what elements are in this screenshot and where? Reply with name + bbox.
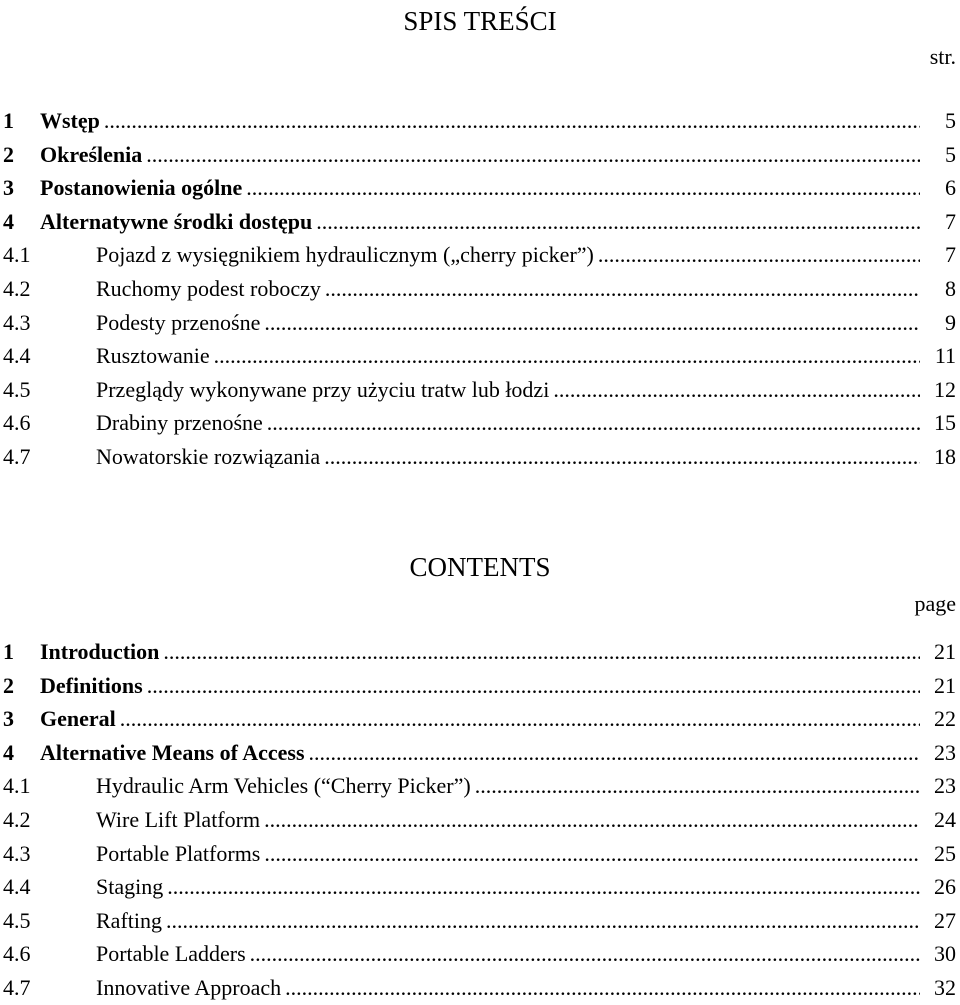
- toc-entry[interactable]: [0, 971, 960, 1005]
- toc-entry-page: 21: [934, 639, 956, 664]
- toc-entry-number: 4: [3, 208, 14, 234]
- dot-leader: [264, 803, 920, 837]
- toc-entry-number: 4.3: [3, 840, 31, 866]
- toc-entry-page: 21: [934, 672, 956, 698]
- toc-entry-number: 4.1: [3, 242, 31, 268]
- toc-entry-title: Pojazd z wysięgnikiem hydraulicznym („cherry picker”): [96, 242, 594, 268]
- toc-entry-line: [96, 803, 920, 837]
- toc-entry-line: [96, 272, 920, 306]
- toc-entry[interactable]: [0, 440, 960, 474]
- toc-entry-page: 23: [934, 739, 956, 765]
- toc-entry-number: 4.6: [3, 941, 31, 967]
- toc-entry[interactable]: [0, 837, 960, 871]
- dot-leader: [285, 971, 920, 1005]
- english-toc-list: [0, 635, 960, 1005]
- toc-entry-page: 6: [945, 175, 956, 201]
- english-page-column-label: page: [914, 591, 956, 616]
- toc-entry[interactable]: [0, 171, 960, 205]
- toc-entry[interactable]: [0, 339, 960, 373]
- toc-entry-title: Definitions: [40, 672, 143, 698]
- toc-entry-page: 32: [934, 974, 956, 1000]
- dot-leader: [166, 904, 920, 938]
- toc-entry[interactable]: [0, 104, 960, 138]
- toc-entry-title: Introduction: [40, 639, 160, 664]
- dot-leader: [316, 205, 920, 239]
- toc-entry-number: 2: [3, 672, 14, 698]
- toc-entry-line: [96, 870, 920, 904]
- toc-entry-number: 4.4: [3, 343, 31, 369]
- toc-entry-title: Nowatorskie rozwiązania: [96, 443, 321, 469]
- toc-entry[interactable]: [0, 373, 960, 407]
- toc-entry-page: 7: [945, 242, 956, 268]
- toc-entry-number: 1: [3, 108, 14, 133]
- toc-entry-number: 4.2: [3, 275, 31, 301]
- toc-entry-title: General: [40, 706, 116, 732]
- toc-entry-page: 24: [934, 806, 956, 832]
- toc-entry-page: 11: [934, 343, 956, 369]
- toc-entry-line: [40, 171, 920, 205]
- dot-leader: [163, 635, 920, 669]
- toc-entry-line: [96, 373, 920, 407]
- toc-entry-title: Wire Lift Platform: [96, 806, 261, 832]
- polish-toc-heading: SPIS TREŚCI: [403, 6, 557, 36]
- toc-entry-line: [40, 669, 920, 703]
- toc-entry[interactable]: [0, 736, 960, 770]
- toc-entry-line: [96, 971, 920, 1005]
- toc-entry-number: 4: [3, 739, 14, 765]
- toc-entry-title: Drabiny przenośne: [96, 410, 263, 436]
- toc-entry-title: Alternative Means of Access: [40, 739, 305, 765]
- toc-entry-line: [40, 104, 920, 138]
- toc-entry-line: [96, 339, 920, 373]
- toc-entry-title: Wstęp: [40, 108, 100, 133]
- toc-entry-line: [96, 937, 920, 971]
- toc-entry-line: [96, 440, 920, 474]
- toc-entry-title: Przeglądy wykonywane przy użyciu tratw lub łodzi: [96, 376, 550, 402]
- toc-entry-number: 4.6: [3, 410, 31, 436]
- toc-entry-line: [40, 702, 920, 736]
- toc-entry-title: Portable Ladders: [96, 941, 246, 967]
- toc-entry-number: 4.4: [3, 874, 31, 900]
- toc-entry-title: Hydraulic Arm Vehicles (“Cherry Picker”): [96, 773, 471, 799]
- toc-entry-title: Staging: [96, 874, 164, 900]
- polish-page-column-label: str.: [929, 44, 956, 69]
- toc-entry-line: [96, 406, 920, 440]
- dot-leader: [309, 736, 920, 770]
- toc-entry-title: Alternatywne środki dostępu: [40, 208, 313, 234]
- toc-entry-page: 8: [945, 275, 956, 301]
- toc-entry-page: 15: [934, 410, 956, 436]
- toc-entry-line: [40, 138, 920, 172]
- toc-entry-line: [40, 205, 920, 239]
- toc-entry-line: [96, 238, 920, 272]
- dot-leader: [146, 138, 920, 172]
- toc-entry[interactable]: [0, 769, 960, 803]
- dot-leader: [264, 306, 920, 340]
- toc-entry-page: 7: [945, 208, 956, 234]
- toc-entry-page: 26: [934, 874, 956, 900]
- toc-entry[interactable]: [0, 803, 960, 837]
- toc-entry-page: 18: [934, 443, 956, 469]
- toc-entry[interactable]: [0, 306, 960, 340]
- dot-leader: [147, 669, 920, 703]
- toc-entry[interactable]: [0, 669, 960, 703]
- toc-entry[interactable]: [0, 870, 960, 904]
- dot-leader: [250, 937, 920, 971]
- dot-leader: [167, 870, 920, 904]
- toc-entry-number: 4.7: [3, 443, 31, 469]
- toc-entry-number: 4.5: [3, 376, 31, 402]
- toc-entry-title: Postanowienia ogólne: [40, 175, 243, 201]
- dot-leader: [325, 272, 920, 306]
- english-toc-heading: CONTENTS: [409, 552, 551, 582]
- dot-leader: [246, 171, 920, 205]
- dot-leader: [120, 702, 920, 736]
- toc-entry-number: 1: [3, 639, 14, 664]
- toc-entry-page: 22: [934, 706, 956, 732]
- toc-entry-title: Określenia: [40, 141, 143, 167]
- toc-entry[interactable]: [0, 238, 960, 272]
- toc-entry-page: 27: [934, 907, 956, 933]
- toc-entry-page: 9: [945, 309, 956, 335]
- toc-entry-title: Innovative Approach: [96, 974, 282, 1000]
- toc-entry-number: 4.3: [3, 309, 31, 335]
- toc-entry-line: [96, 306, 920, 340]
- toc-entry-number: 3: [3, 706, 14, 732]
- toc-entry-number: 4.5: [3, 907, 31, 933]
- toc-entry-number: 2: [3, 141, 14, 167]
- dot-leader: [104, 104, 920, 138]
- toc-entry-line: [40, 736, 920, 770]
- dot-leader: [553, 373, 920, 407]
- toc-entry-title: Ruchomy podest roboczy: [96, 275, 321, 301]
- dot-leader: [267, 406, 920, 440]
- toc-entry-number: 4.1: [3, 773, 31, 799]
- dot-leader: [324, 440, 920, 474]
- toc-entry-line: [96, 837, 920, 871]
- toc-entry-page: 30: [934, 941, 956, 967]
- toc-entry-line: [96, 769, 920, 803]
- polish-toc-list: [0, 104, 960, 474]
- dot-leader: [214, 339, 920, 373]
- toc-entry-page: 5: [945, 141, 956, 167]
- toc-entry-title: Rusztowanie: [96, 343, 210, 369]
- toc-entry[interactable]: [0, 635, 960, 669]
- toc-entry-page: 25: [934, 840, 956, 866]
- toc-entry[interactable]: [0, 406, 960, 440]
- toc-entry-title: Portable Platforms: [96, 840, 261, 866]
- toc-entry-title: Rafting: [96, 907, 162, 933]
- dot-leader: [475, 769, 920, 803]
- toc-entry[interactable]: [0, 138, 960, 172]
- dot-leader: [598, 238, 920, 272]
- toc-entry-line: [40, 635, 920, 669]
- toc-entry[interactable]: [0, 904, 960, 938]
- toc-entry-number: 4.2: [3, 806, 31, 832]
- toc-entry-page: 5: [945, 108, 956, 133]
- toc-entry-page: 12: [934, 376, 956, 402]
- toc-entry-line: [96, 904, 920, 938]
- toc-entry[interactable]: [0, 702, 960, 736]
- toc-entry[interactable]: [0, 937, 960, 971]
- toc-entry-title: Podesty przenośne: [96, 309, 261, 335]
- dot-leader: [264, 837, 920, 871]
- toc-entry[interactable]: [0, 272, 960, 306]
- toc-entry[interactable]: [0, 205, 960, 239]
- toc-entry-number: 3: [3, 175, 14, 201]
- toc-entry-number: 4.7: [3, 974, 31, 1000]
- toc-entry-page: 23: [934, 773, 956, 799]
